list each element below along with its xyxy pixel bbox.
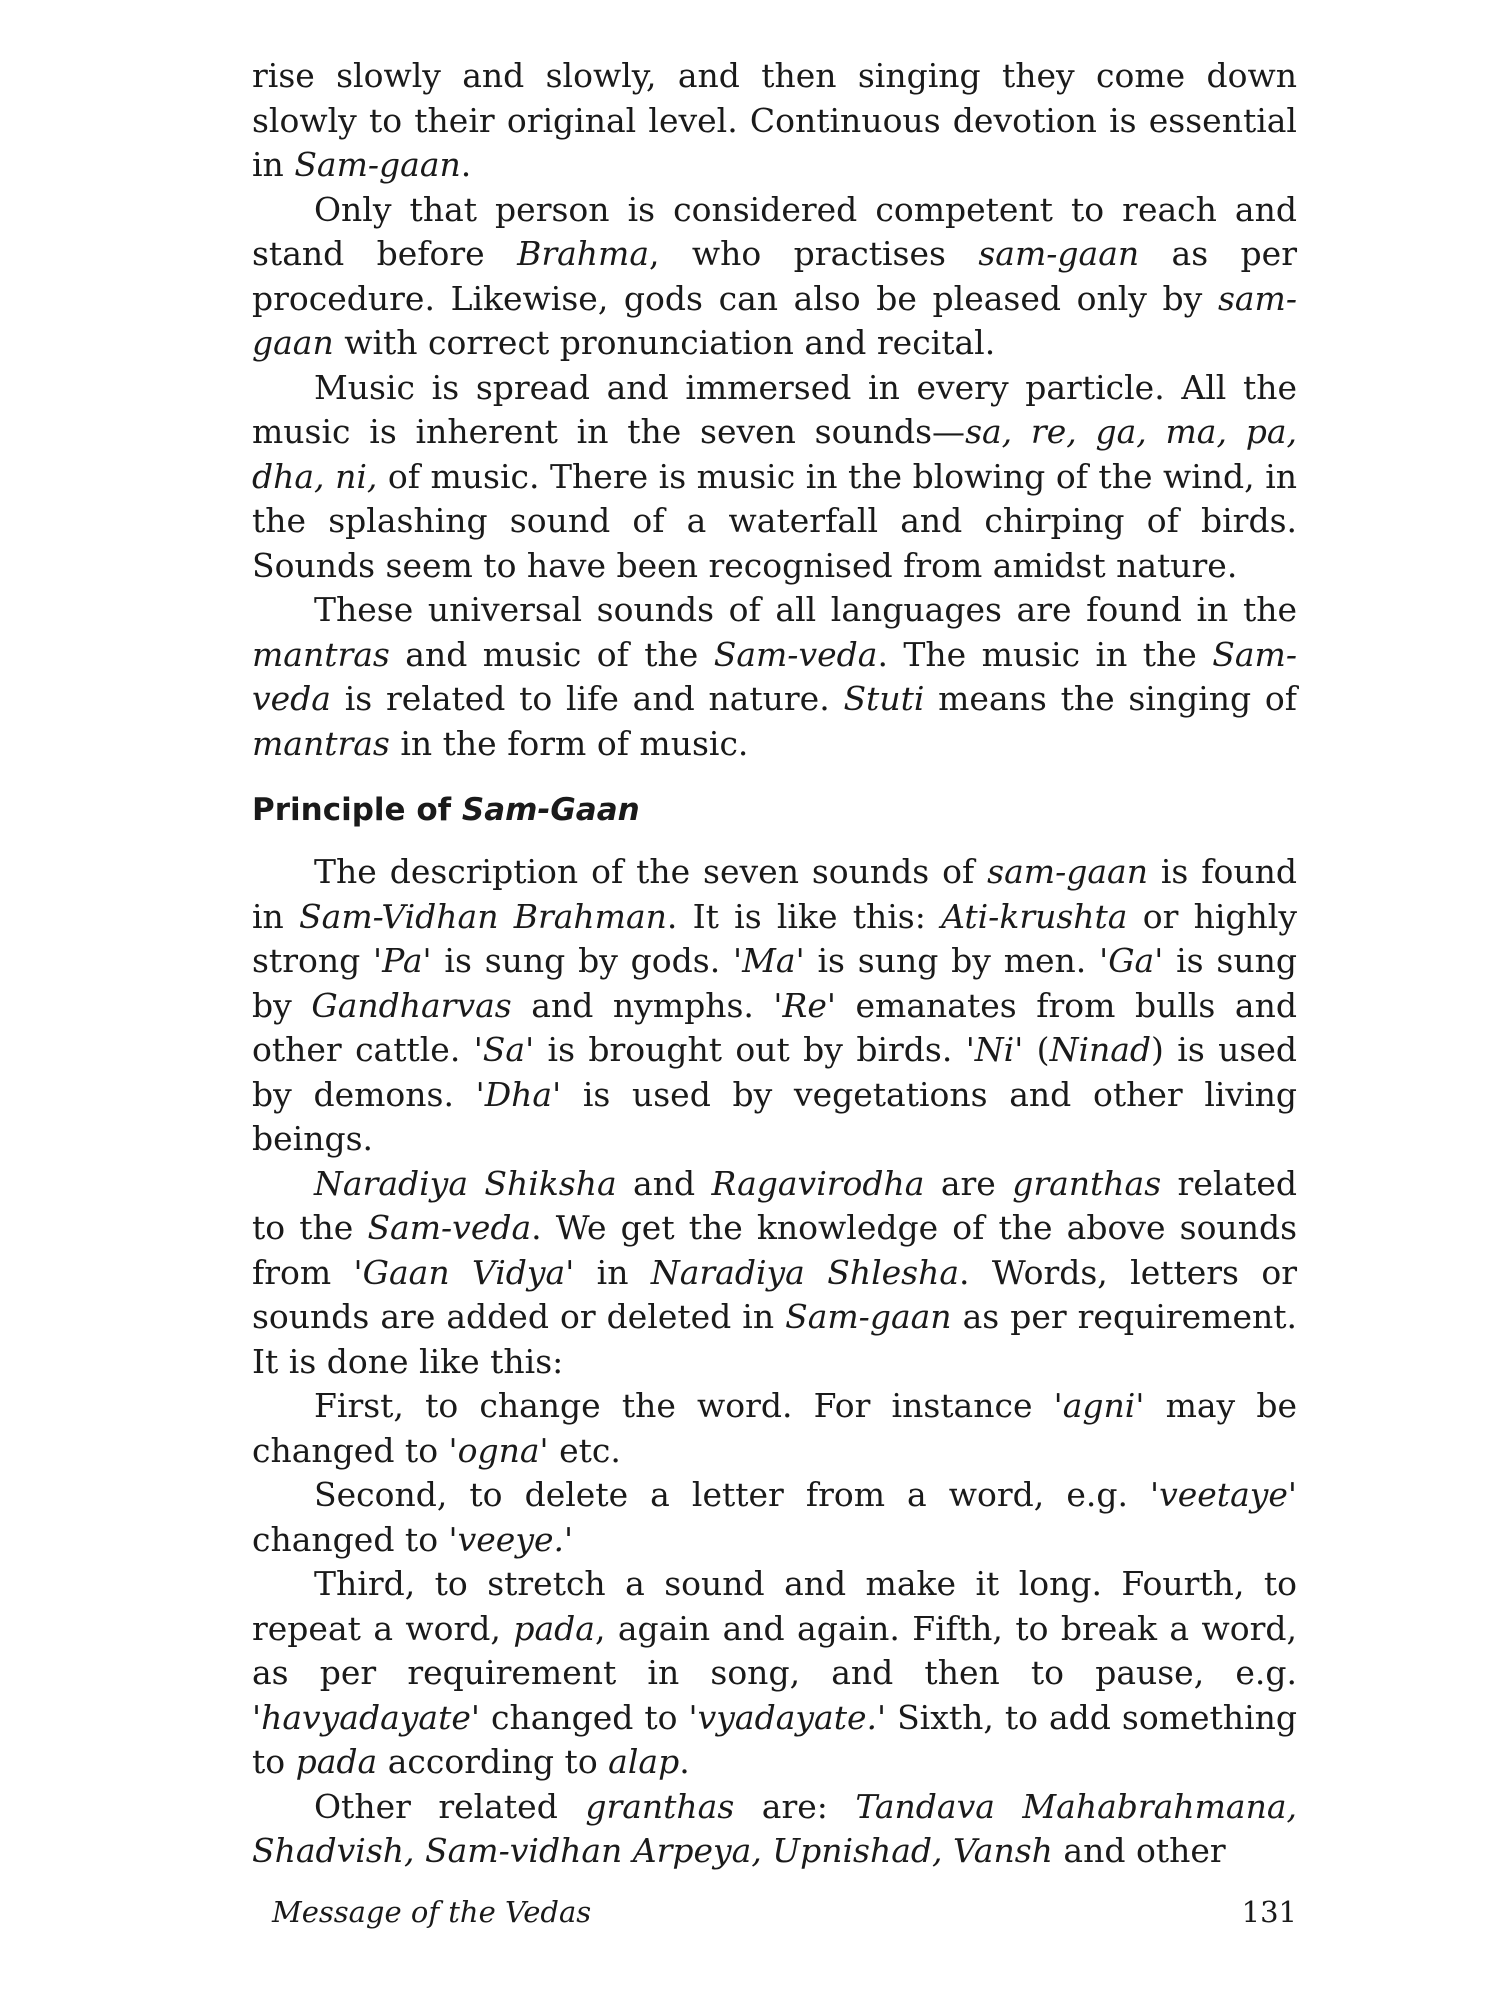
paragraph-8: Second, to delete a letter from a word, e.g. 'veetaye' changed to 'veeye.': [252, 1475, 1297, 1559]
book-page: [252, 54, 1297, 1874]
paragraph-6: Naradiya Shiksha and Ragavirodha are granthas related to the Sam-veda. We get the knowledge of the above sounds from 'Gaan Vidya' in Naradiya Shlesha. Words, letters or sounds are added or deleted in Sam-gaan as per requirement. It is done like this:: [252, 1163, 1298, 1381]
paragraph-9: Third, to stretch a sound and make it long. Fourth, to repeat a word, pada, again and again. Fifth, to break a word, as per requirement in song, and then to pause, e.g. 'havyadayate' changed to 'vyadayate.' Sixth, to add something to pada according to alap.: [252, 1564, 1297, 1781]
book-title: Message of the Vedas: [272, 1895, 592, 1929]
paragraph-5: The description of the seven sounds of sam-gaan is found in Sam-Vidhan Brahman. It is like this: Ati-krushta or highly strong 'Pa' is sung by gods. 'Ma' is sung by men. 'Ga' is sung by Gandharvas and nymphs. 'Re' emanates from bulls and other cattle. 'Sa' is brought out by birds. 'Ni' (Ninad) is used by demons. 'Dha' is used by vegetations and other living beings.: [252, 852, 1298, 1158]
paragraph-2: Only that person is considered competent to reach and stand before Brahma, who practises sam-gaan as per procedure. Likewise, gods can also be pleased only by sam-gaan with correct pronunciation and recital.: [252, 189, 1297, 362]
section-heading: Principle of Sam-Gaan: [252, 792, 640, 828]
paragraph-1: rise slowly and slowly, and then singing they come down slowly to their original level. Continuous devotion is essential in Sam-gaan.: [252, 56, 1297, 184]
page-number: 131: [1241, 1895, 1297, 1929]
paragraph-4: These universal sounds of all languages are found in the mantras and music of the Sam-veda. The music in the Sam-veda is related to life and nature. Stuti means the singing of mantras in the form of music.: [252, 590, 1297, 763]
paragraph-10: Other related granthas are: Tandava Mahabrahmana, Shadvish, Sam-vidhan Arpeya, Upnishad, Vansh and other: [252, 1786, 1297, 1870]
paragraph-3: Music is spread and immersed in every particle. All the music is inherent in the seven sounds—sa, re, ga, ma, pa, dha, ni, of music. There is music in the blowing of the wind, in the splashing sound of a waterfall and chirping of birds. Sounds seem to have been recognised from amidst nature.: [252, 367, 1298, 585]
paragraph-7: First, to change the word. For instance 'agni' may be changed to 'ogna' etc.: [252, 1386, 1297, 1470]
